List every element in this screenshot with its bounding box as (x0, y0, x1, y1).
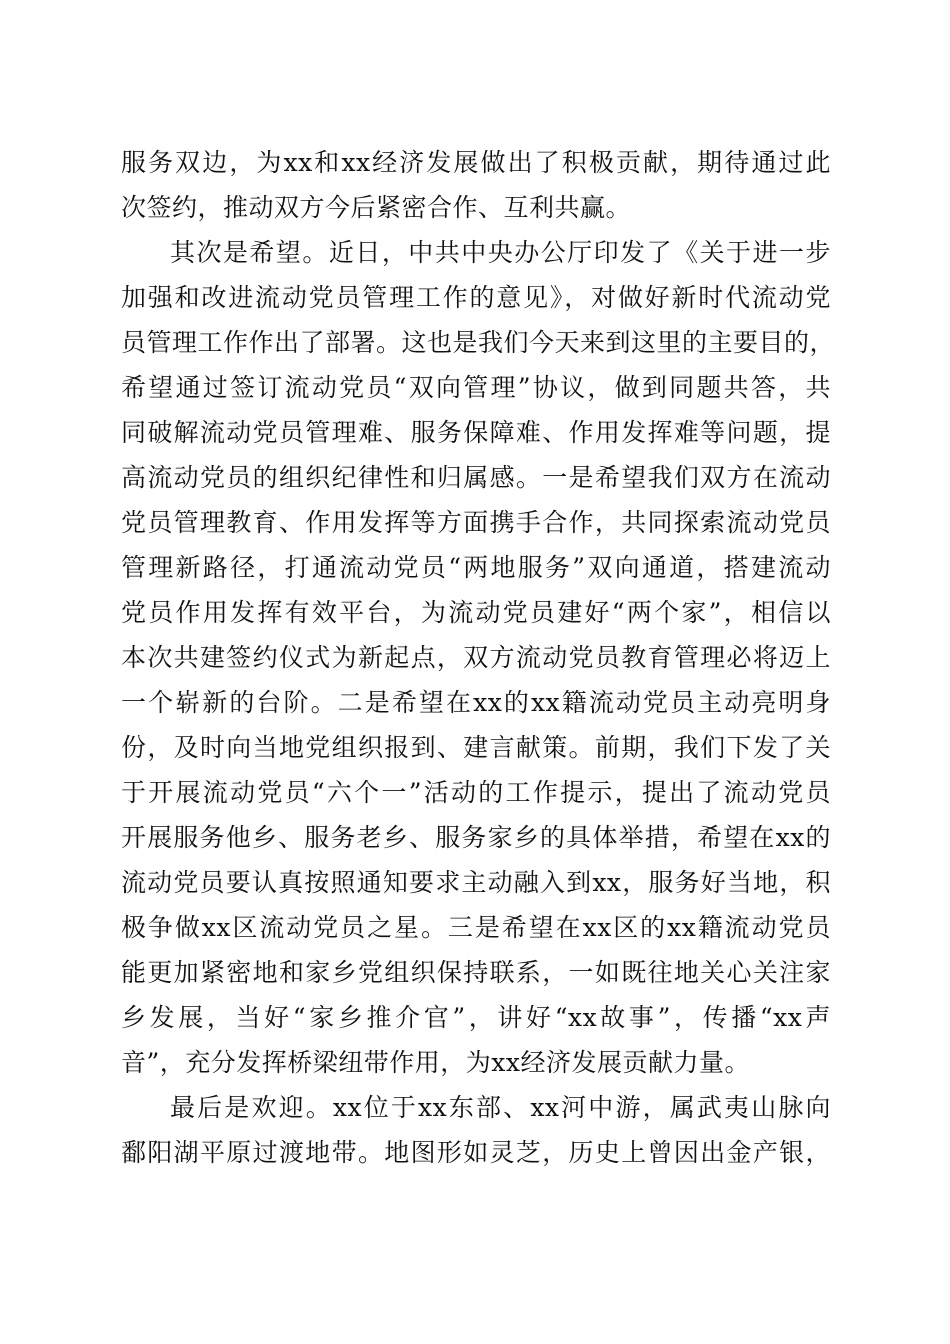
paragraph-2-line-19: 音”，充分发挥桥梁纽带作用，为xx经济发展贡献力量。 (121, 1048, 750, 1077)
paragraph-2-line-12: 份，及时向当地党组织报到、建言献策。前期，我们下发了关 (121, 733, 831, 762)
paragraph-2-line-6: 高流动党员的组织纪律性和归属感。一是希望我们双方在流动 (121, 463, 831, 492)
paragraph-1-line-1: 服务双边，为xx和xx经济发展做出了积极贡献，期待通过此 (121, 148, 831, 177)
paragraph-2-line-14: 开展服务他乡、服务老乡、服务家乡的具体举措，希望在xx的 (121, 823, 831, 852)
paragraph-2-line-11: 一个崭新的台阶。二是希望在xx的xx籍流动党员主动亮明身 (121, 688, 831, 717)
paragraph-2-line-16: 极争做xx区流动党员之星。三是希望在xx区的xx籍流动党员 (121, 913, 831, 942)
paragraph-2-line-3: 员管理工作作出了部署。这也是我们今天来到这里的主要目的， (121, 328, 836, 357)
paragraph-2-line-5: 同破解流动党员管理难、服务保障难、作用发挥难等问题，提 (121, 418, 831, 447)
paragraph-2-line-9: 党员作用发挥有效平台，为流动党员建好“两个家”，相信以 (121, 598, 831, 627)
paragraph-3-line-1: 最后是欢迎。xx位于xx东部、xx河中游，属武夷山脉向 (170, 1093, 831, 1122)
paragraph-2-line-15: 流动党员要认真按照通知要求主动融入到xx，服务好当地，积 (121, 868, 831, 897)
paragraph-2-line-8: 管理新路径，打通流动党员“两地服务”双向通道，搭建流动 (121, 553, 831, 582)
paragraph-2-line-1: 其次是希望。近日，中共中央办公厅印发了《关于进一步 (170, 238, 831, 267)
paragraph-2-line-13: 于开展流动党员“六个一”活动的工作提示，提出了流动党员 (121, 778, 831, 807)
paragraph-3-line-2: 鄱阳湖平原过渡地带。地图形如灵芝，历史上曾因出金产银， (121, 1138, 831, 1167)
paragraph-2-line-10: 本次共建签约仪式为新起点，双方流动党员教育管理必将迈上 (121, 643, 831, 672)
paragraph-2-line-7: 党员管理教育、作用发挥等方面携手合作，共同探索流动党员 (121, 508, 831, 537)
paragraph-2-line-18: 乡发展，当好“家乡推介官”，讲好“xx故事”，传播“xx声 (121, 1003, 831, 1032)
paragraph-2-line-17: 能更加紧密地和家乡党组织保持联系，一如既往地关心关注家 (121, 958, 831, 987)
paragraph-2-line-2: 加强和改进流动党员管理工作的意见》，对做好新时代流动党 (121, 283, 831, 312)
paragraph-1-line-2: 次签约，推动双方今后紧密合作、互利共赢。 (121, 193, 632, 222)
paragraph-2-line-4: 希望通过签订流动党员“双向管理”协议，做到同题共答，共 (121, 373, 831, 402)
